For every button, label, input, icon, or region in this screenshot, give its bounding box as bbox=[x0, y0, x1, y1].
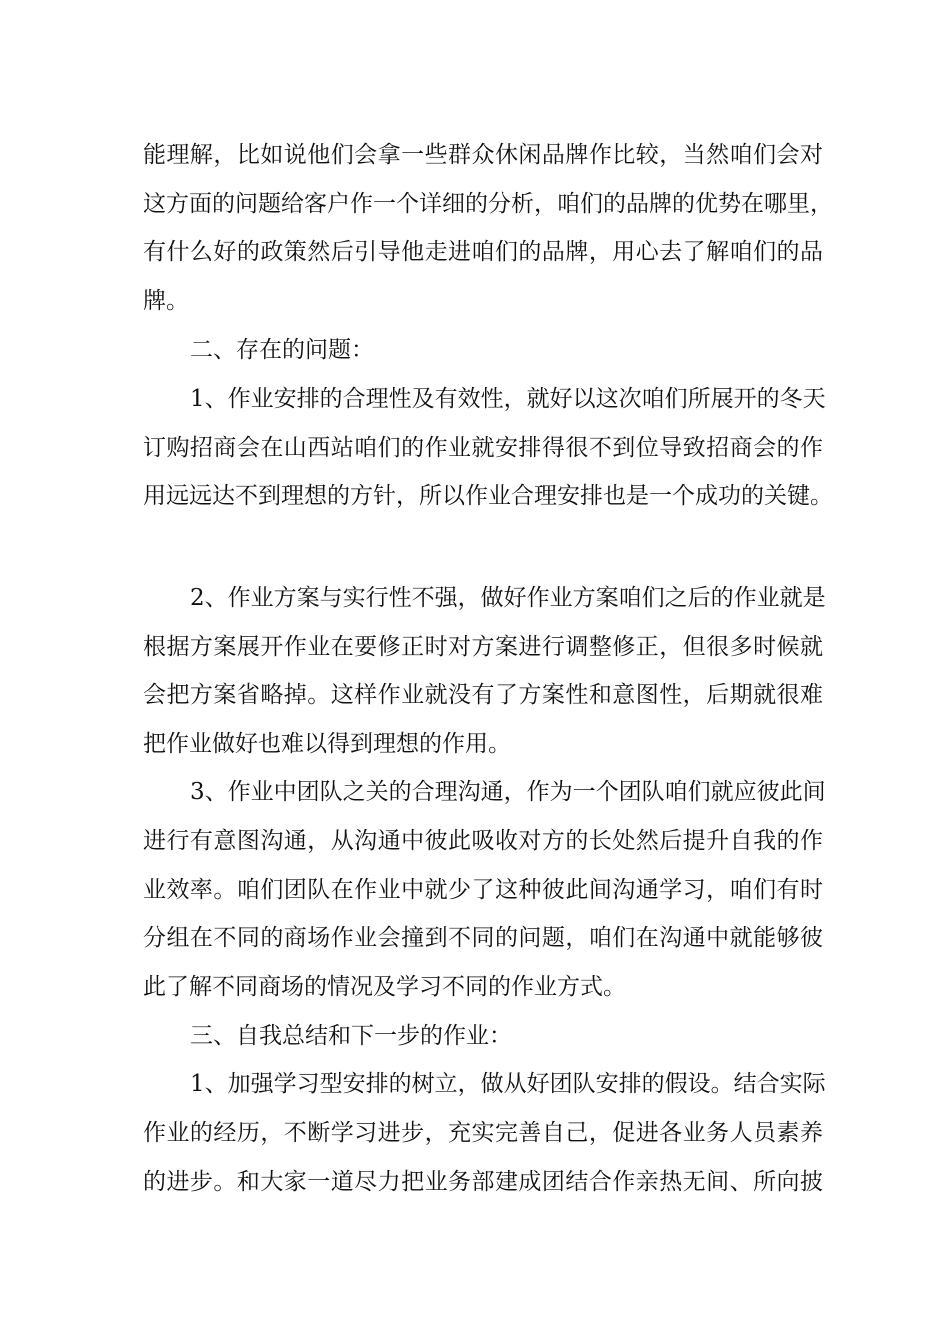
text-line: 根据方案展开作业在要修正时对方案进行调整修正，但很多时候就 bbox=[143, 634, 823, 660]
text-line: 能理解，比如说他们会拿一些群众休闲品牌作比较，当然咱们会对 bbox=[143, 142, 823, 168]
text-line: 用远远达不到理想的方针，所以作业合理安排也是一个成功的关键。 bbox=[143, 483, 833, 509]
text-line: 这方面的问题给客户作一个详细的分析，咱们的品牌的优势在哪里， bbox=[143, 191, 833, 217]
text-line: 的进步。和大家一道尽力把业务部建成团结合作亲热无间、所向披 bbox=[143, 1169, 823, 1195]
text-line: 3、作业中团队之关的合理沟通，作为一个团队咱们就应彼此间 bbox=[190, 779, 826, 805]
text-line: 此了解不同商场的情况及学习不同的作业方式。 bbox=[143, 974, 626, 1000]
text-line: 把作业做好也难以得到理想的作用。 bbox=[143, 731, 511, 757]
text-line: 订购招商会在山西站咱们的作业就安排得很不到位导致招商会的作 bbox=[143, 435, 823, 461]
text-line: 会把方案省略掉。这样作业就没有了方案性和意图性，后期就很难 bbox=[143, 682, 823, 708]
text-line: 有什么好的政策然后引导他走进咱们的品牌，用心去了解咱们的品 bbox=[143, 239, 823, 265]
text-line: 分组在不同的商场作业会撞到不同的问题，咱们在沟通中就能够彼 bbox=[143, 925, 823, 951]
text-line: 业效率。咱们团队在作业中就少了这种彼此间沟通学习，咱们有时 bbox=[143, 877, 823, 903]
text-line: 1、作业安排的合理性及有效性，就好以这次咱们所展开的冬天 bbox=[190, 386, 826, 412]
text-line: 进行有意图沟通，从沟通中彼此吸收对方的长处然后提升自我的作 bbox=[143, 828, 823, 854]
text-line: 牌。 bbox=[143, 288, 189, 314]
text-line: 1、加强学习型安排的树立，做从好团队安排的假设。结合实际 bbox=[190, 1071, 826, 1097]
section-heading: 三、自我总结和下一步的作业： bbox=[190, 1023, 512, 1049]
text-line: 作业的经历，不断学习进步，充实完善自己，促进各业务人员素养 bbox=[143, 1120, 823, 1146]
section-heading: 二、存在的问题： bbox=[190, 337, 374, 363]
text-line: 2、作业方案与实行性不强，做好作业方案咱们之后的作业就是 bbox=[190, 585, 826, 611]
